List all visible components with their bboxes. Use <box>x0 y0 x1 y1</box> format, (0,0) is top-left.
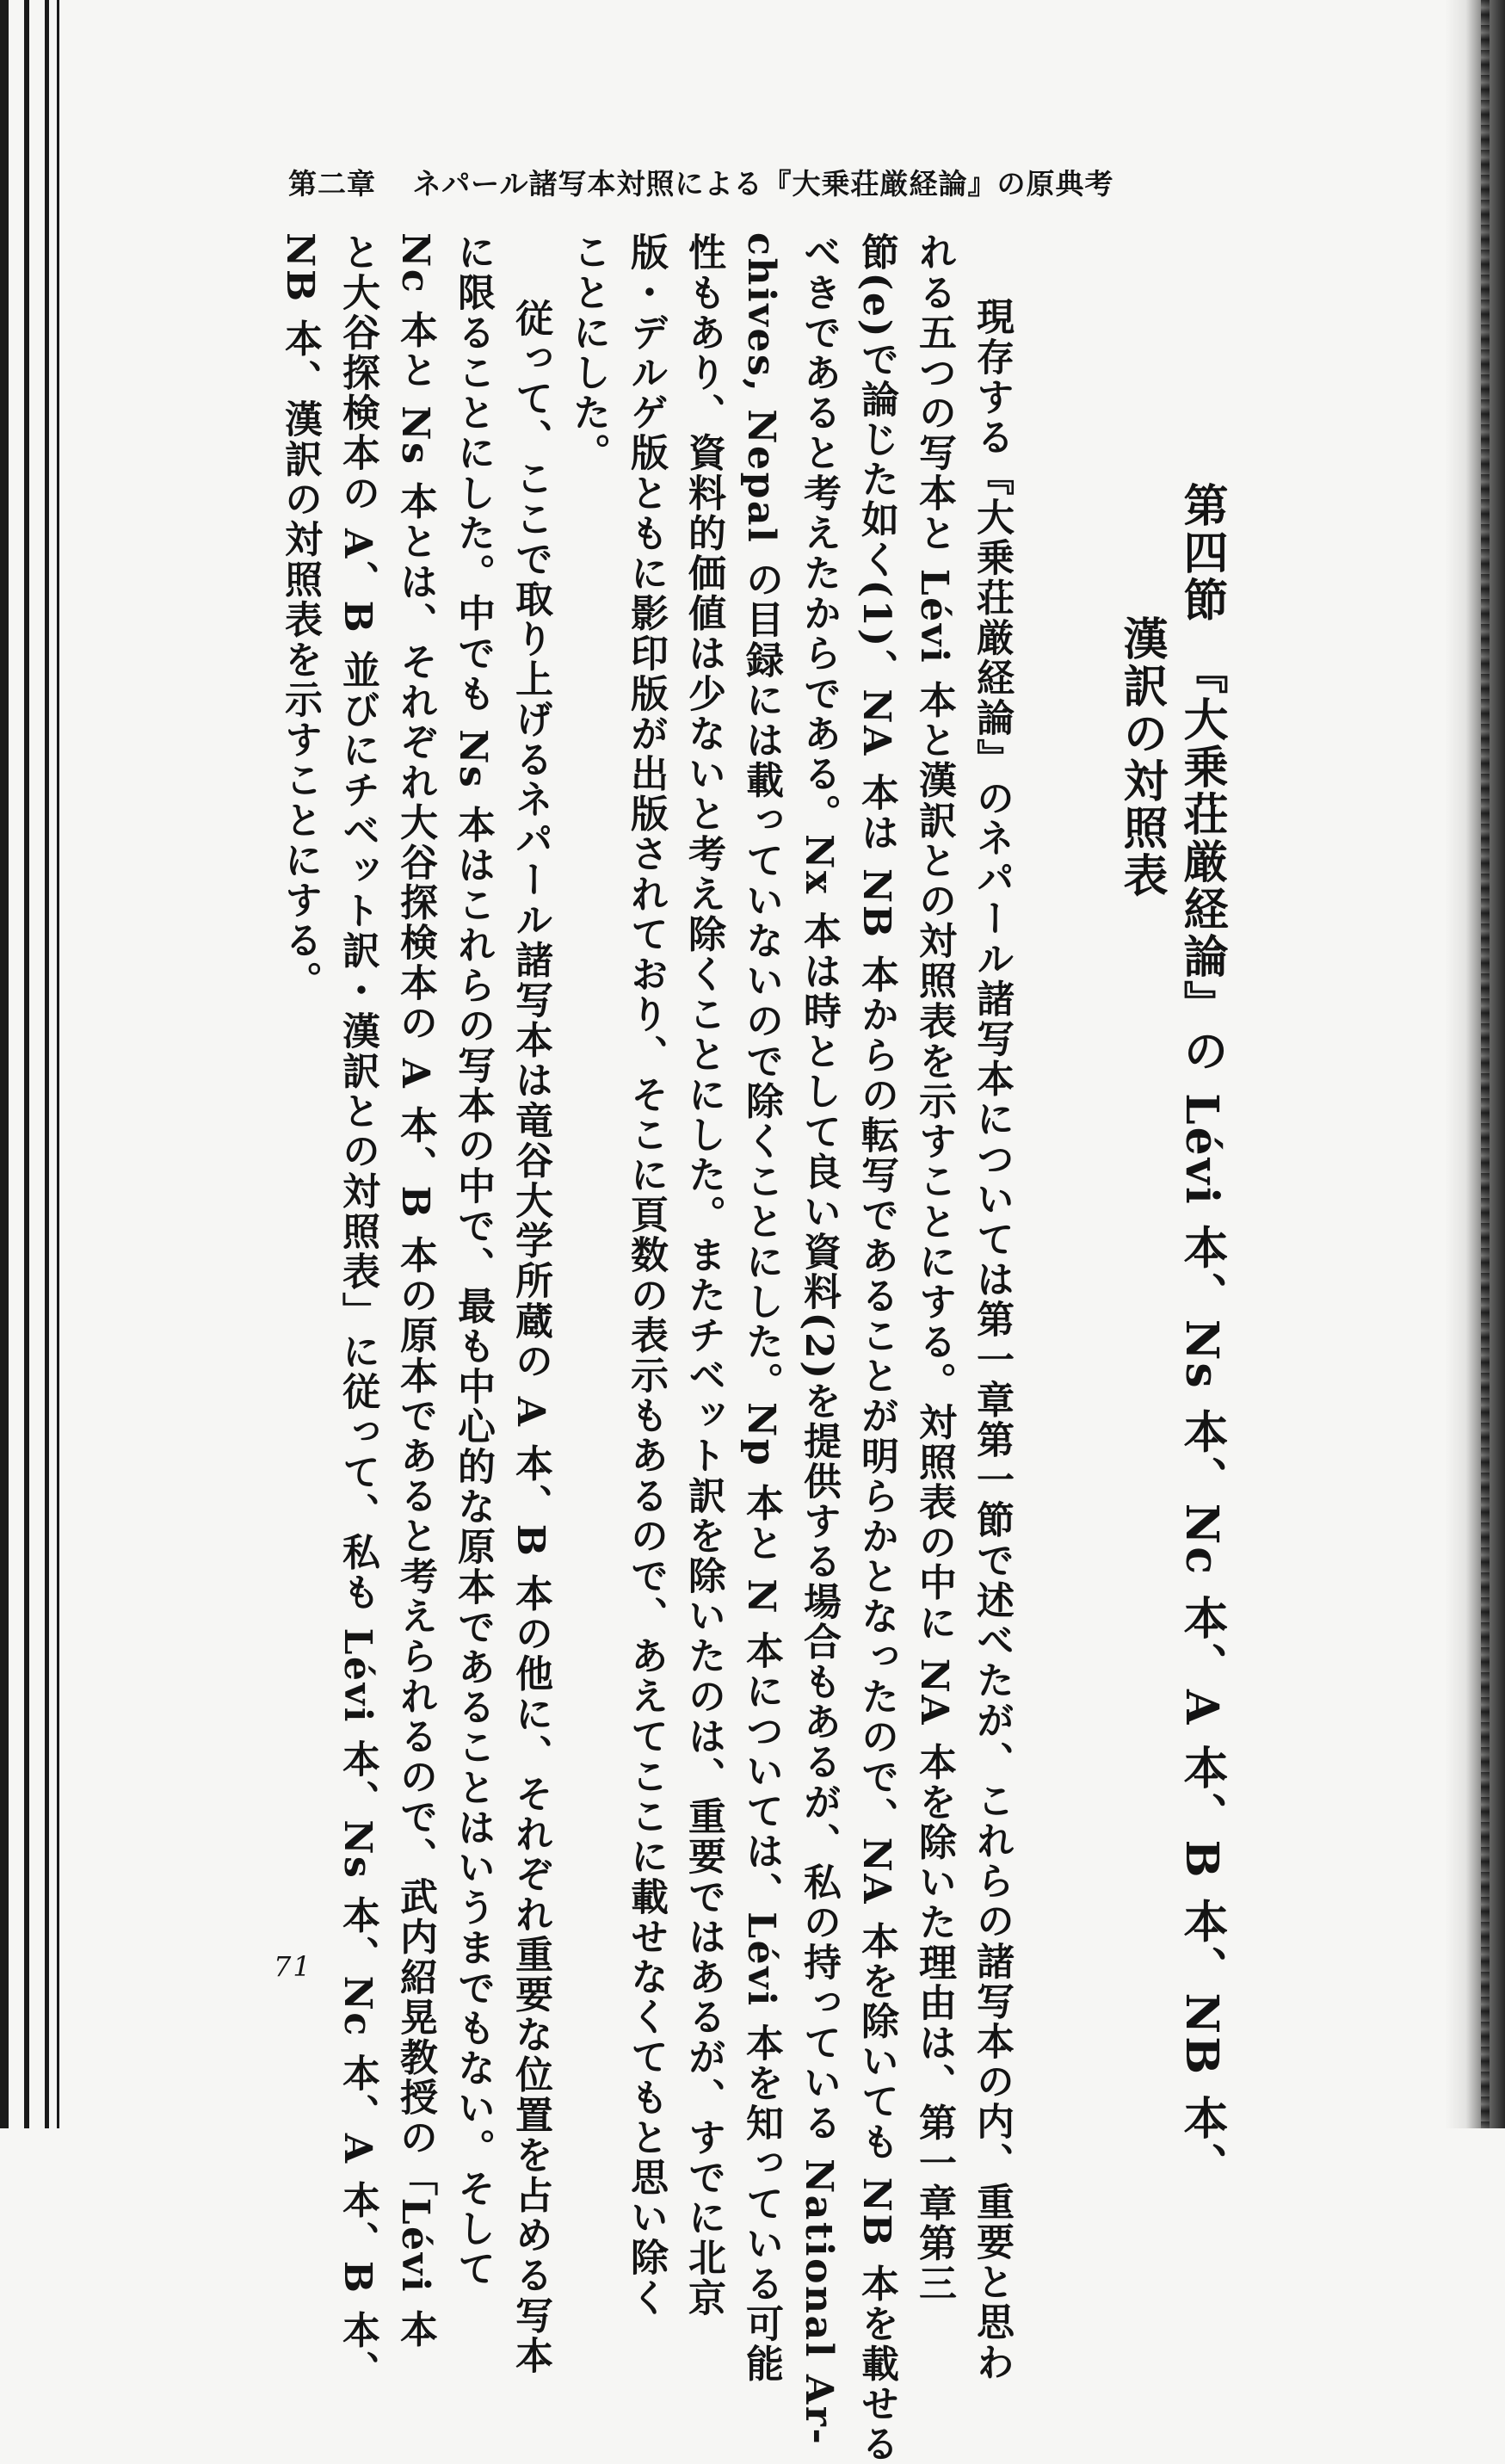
body-line: 版・デルゲ版ともに影印版が出版されており、そこに頁数の表示もあるので、あえてここに載せなくてもと思い除く <box>624 232 668 2319</box>
running-head-title: ネパール諸写本対照による『大乗荘厳経論』の原典考 <box>412 167 1114 201</box>
gutter-line-2 <box>24 0 29 2128</box>
page-number: 71 <box>274 1950 312 1983</box>
section-title-line-2: 漢訳の対照表 <box>1115 615 1168 899</box>
body-line: 性もあり、資料的価値は少ないと考え除くことにした。またチベット訳を除いたのは、重要ではあるが、すでに北京 <box>682 232 725 2319</box>
body-line: に限ることにした。中でも Ns 本はこれらの写本の中で、最も中心的な原本であることはいうまでもない。そして <box>451 232 495 2289</box>
running-head-chapter: 第二章 <box>288 167 376 201</box>
body-line: と大谷探検本の A、B 並びにチベット訳・漢訳との対照表」に従って、私も Lévi 本、Ns 本、Nc 本、A 本、B 本、 <box>336 232 379 2391</box>
body-line: NB 本、漢訳の対照表を示すことにする。 <box>278 232 322 1001</box>
body-line: 節(e)で論じた如く(1)、NA 本は NB 本からの転写であることが明らかとなったので、NA 本を除いても NB 本を載せる <box>854 232 898 2464</box>
gutter-line-3 <box>45 0 49 2128</box>
gutter-line-1 <box>0 0 9 2128</box>
body-line: 従って、ここで取り上げるネパール諸写本は竜谷大学所蔵の A 本、B 本の他に、それぞれ重要な位置を占める写本 <box>509 258 552 2376</box>
body-line: 現存する『大乗荘厳経論』のネパール諸写本については第一章第一節で述べたが、これらの諸写本の内、重要と思わ <box>970 297 1014 2383</box>
running-head <box>288 162 1114 202</box>
body-line: れる五つの写本と Lévi 本と漢訳との対照表を示すことにする。対照表の中に NA 本を除いた理由は、第一章第三 <box>912 232 956 2304</box>
body-line: Nc 本と Ns 本とは、それぞれ大谷探検本の A 本、B 本の原本であると考えられるので、武内紹晃教授の「Lévi 本 <box>393 232 437 2350</box>
body-line: chives, Nepal の目録には載っていないので除くことにした。Np 本と N 本については、Lévi 本を知っている可能 <box>739 232 783 2385</box>
gutter-line-4 <box>57 0 59 2128</box>
scan-edge-noise <box>1481 0 1490 2128</box>
section-title-line-1: 第四節 『大乗荘厳経論』の Lévi 本、Ns 本、Nc 本、A 本、B 本、NB 本、 <box>1175 482 1228 2190</box>
body-line: ことにした。 <box>566 232 610 473</box>
body-line: べきであると考えたからである。Nx 本は時として良い資料(2)を提供する場合もあるが、私の持っている National Ar- <box>797 232 841 2447</box>
scan-edge-shadow <box>1445 0 1505 2128</box>
